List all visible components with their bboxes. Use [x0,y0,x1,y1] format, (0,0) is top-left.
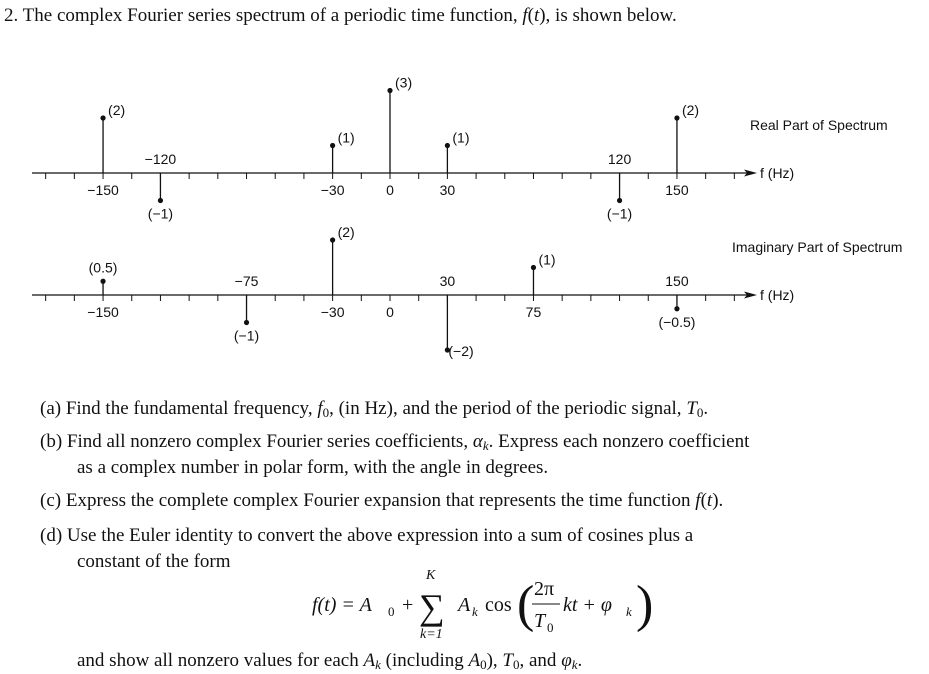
eq-kt: kt + φ [563,594,612,616]
stem-dot [244,320,249,325]
text-segment: . Express each nonzero coefficient [488,431,750,452]
data-label: (1) [538,251,556,268]
eq-phi-sub: k [626,604,632,619]
math-symbol: f [695,490,701,511]
text-segment: , (in Hz), and the period of the periodic signal, [329,398,687,419]
question-part-line [40,490,723,512]
math-symbol: t [533,5,540,26]
text-segment: ), is shown below. [539,5,677,26]
question-part-line [40,431,749,453]
question-part-line [77,457,548,479]
text-segment: 0 [696,405,704,420]
math-symbol: φ [561,650,572,671]
data-label: (1) [452,129,470,146]
data-label: (2) [108,102,126,118]
math-symbol: T [502,650,513,671]
data-label: (−1) [147,205,174,222]
text-segment: as a complex number in polar form, with the angle in degrees. [77,457,549,478]
stem-dot [617,198,622,203]
plot-title: Real Part of Spectrum [750,117,888,133]
tick-label: −30 [320,304,345,320]
text-segment: 0 [322,405,330,420]
question-part-line [40,525,693,547]
cosine-series-equation [300,565,680,640]
stem-dot [158,198,163,203]
tick-label: 0 [386,182,394,198]
eq-den: T [534,610,546,632]
text-segment: and show all nonzero values for each [77,650,364,671]
eq-a0-sub: 0 [388,604,395,619]
text-segment: The complex Fourier series spectrum of a periodic time function, [22,5,523,26]
tick-label: −30 [320,182,345,198]
eq-sum-bottom: k=1 [420,627,443,640]
question-part-line [77,551,231,573]
text-segment: 0 [480,657,487,672]
eq-cos: cos [485,594,512,616]
eq-plus: + [402,594,414,616]
math-symbol: f [317,398,323,419]
stem-dot [330,143,335,148]
data-label: (2) [337,224,355,240]
eq-num: 2π [534,578,555,600]
text-segment: (b) Find all nonzero complex Fourier series coefficients, [40,431,473,452]
tick-label: 30 [439,273,456,289]
text-segment: , and [519,650,562,671]
text-segment: 0 [513,657,520,672]
data-label: (1) [337,129,355,146]
data-label: (−0.5) [658,313,696,330]
math-symbol: k [482,438,489,453]
math-symbol: t [706,490,713,511]
text-segment: ( [700,490,707,511]
text-segment: ). [712,490,724,511]
tick-label: 120 [607,151,632,167]
math-symbol: T [686,398,697,419]
stem-dot [330,237,335,242]
data-label: (−1) [606,205,633,222]
tick-label: 75 [525,304,542,320]
stem-dot [100,115,105,120]
data-label: (2) [681,102,700,118]
tick-label: −75 [234,273,259,289]
eq-den-sub: 0 [547,620,554,635]
data-label: (−1) [233,327,260,344]
tick-label: 0 [386,304,394,320]
eq-sigma: ∑ [419,587,445,627]
tick-label: 150 [665,182,689,198]
eq-term: A [458,594,471,616]
eq-left-paren: ( [517,576,535,633]
math-symbol: f [522,5,528,26]
problem-number: 2. [4,5,19,26]
eq-sum-top: K [426,568,436,583]
math-symbol: α [472,431,483,452]
stem-dot [445,143,450,148]
tick-label: −120 [144,151,177,167]
math-symbol: A [468,650,481,671]
question-part-line [77,650,582,672]
axis-label: f (Hz) [760,165,795,181]
text-segment: ), [486,650,503,671]
text-segment: . [703,398,709,419]
stem-dot [674,115,679,120]
text-segment: (d) Use the Euler identity to convert the above expression into a sum of cosines plus a [40,525,694,546]
math-symbol: k [571,657,578,672]
stem-dot [387,88,392,93]
plot-title: Imaginary Part of Spectrum [732,239,903,255]
text-segment: . [577,650,583,671]
tick-label: −150 [87,182,119,198]
stem-dot [100,279,105,284]
stem-dot [674,306,679,311]
text-segment: (including [380,650,469,671]
math-symbol: A [363,650,376,671]
eq-right-paren: ) [636,576,654,633]
text-segment: ( [527,5,534,26]
text-segment: (c) Express the complete complex Fourier expansion that represents the time function [40,490,696,511]
tick-label: 150 [665,273,689,289]
data-label: (3) [395,74,413,91]
math-symbol: k [375,657,381,672]
stem-dot [531,265,536,270]
data-label: (0.5) [88,259,118,276]
tick-label: 30 [439,182,456,198]
eq-lhs: f(t) = A [312,594,372,616]
eq-term-sub: k [472,604,478,619]
data-label: (−2) [448,343,474,359]
tick-label: −150 [87,304,119,320]
axis-label: f (Hz) [760,287,795,303]
text-segment: constant of the form [77,551,231,572]
text-segment: (a) Find the fundamental frequency, [40,398,318,419]
question-part-line [40,398,708,420]
